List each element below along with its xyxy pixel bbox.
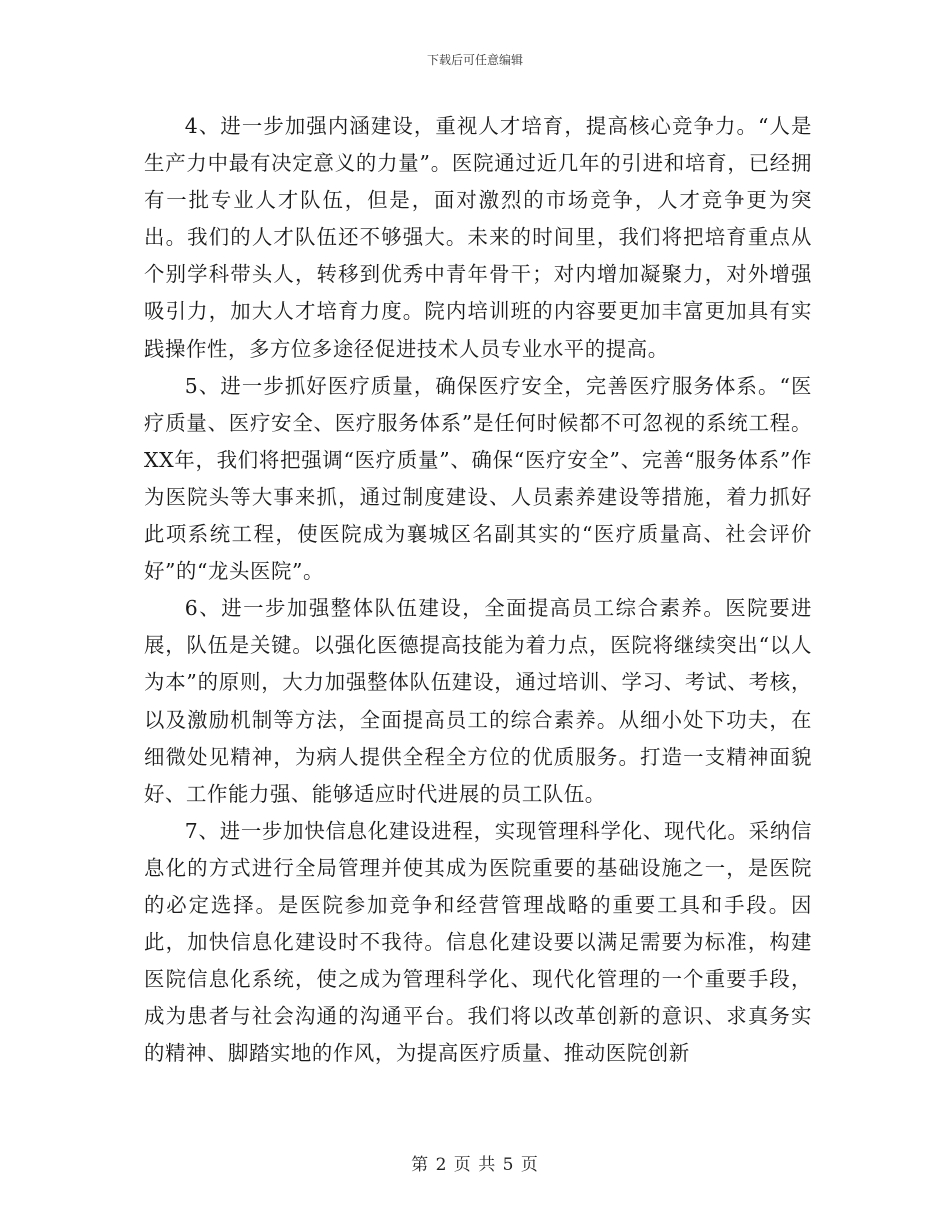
page-number: 第 2 页 共 5 页 bbox=[411, 1155, 539, 1175]
document-body bbox=[144, 108, 812, 1072]
page-header-note: 下载后可任意编辑 bbox=[426, 53, 523, 67]
paragraph-item-6: 6、进一步加强整体队伍建设，全面提高员工综合素养。医院要进展，队伍是关键。以强化医德提高技能为着力点，医院将继续突出“以人为本”的原则，大力加强整体队伍建设，通过培训、学习、考试、考核，以及激励机制等方法，全面提高员工的综合素养。从细小处下功夫，在细微处见精神，为病人提供全程全方位的优质服务。打造一支精神面貌好、工作能力强、能够适应时代进展的员工队伍。 bbox=[144, 596, 812, 806]
paragraph-item-4: 4、进一步加强内涵建设，重视人才培育，提高核心竞争力。“人是生产力中最有决定意义的力量”。医院通过近几年的引进和培育，已经拥有一批专业人才队伍，但是，面对激烈的市场竞争，人才竞争更为突出。我们的人才队伍还不够强大。未来的时间里，我们将把培育重点从个别学科带头人，转移到优秀中青年骨干；对内增加凝聚力，对外增强吸引力，加大人才培育力度。院内培训班的内容要更加丰富更加具有实践操作性，多方位多途径促进技术人员专业水平的提高。 bbox=[144, 114, 812, 361]
paragraph-item-5: 5、进一步抓好医疗质量，确保医疗安全，完善医疗服务体系。“医疗质量、医疗安全、医疗服务体系”是任何时候都不可忽视的系统工程。XX年，我们将把强调“医疗质量”、确保“医疗安全”、完善“服务体系”作为医院头等大事来抓，通过制度建设、人员素养建设等措施，着力抓好此项系统工程，使医院成为襄城区名副其实的“医疗质量高、社会评价好”的“龙头医院”。 bbox=[144, 373, 812, 584]
paragraph-item-7: 7、进一步加快信息化建设进程，实现管理科学化、现代化。采纳信息化的方式进行全局管理并使其成为医院重要的基础设施之一，是医院的必定选择。是医院参加竞争和经营管理战略的重要工具和手段。因此，加快信息化建设时不我待。信息化建设要以满足需要为标准，构建医院信息化系统，使之成为管理科学化、现代化管理的一个重要手段，成为患者与社会沟通的沟通平台。我们将以改革创新的意识、求真务实的精神、脚踏实地的作风，为提高医疗质量、推动医院创新 bbox=[144, 818, 812, 1066]
